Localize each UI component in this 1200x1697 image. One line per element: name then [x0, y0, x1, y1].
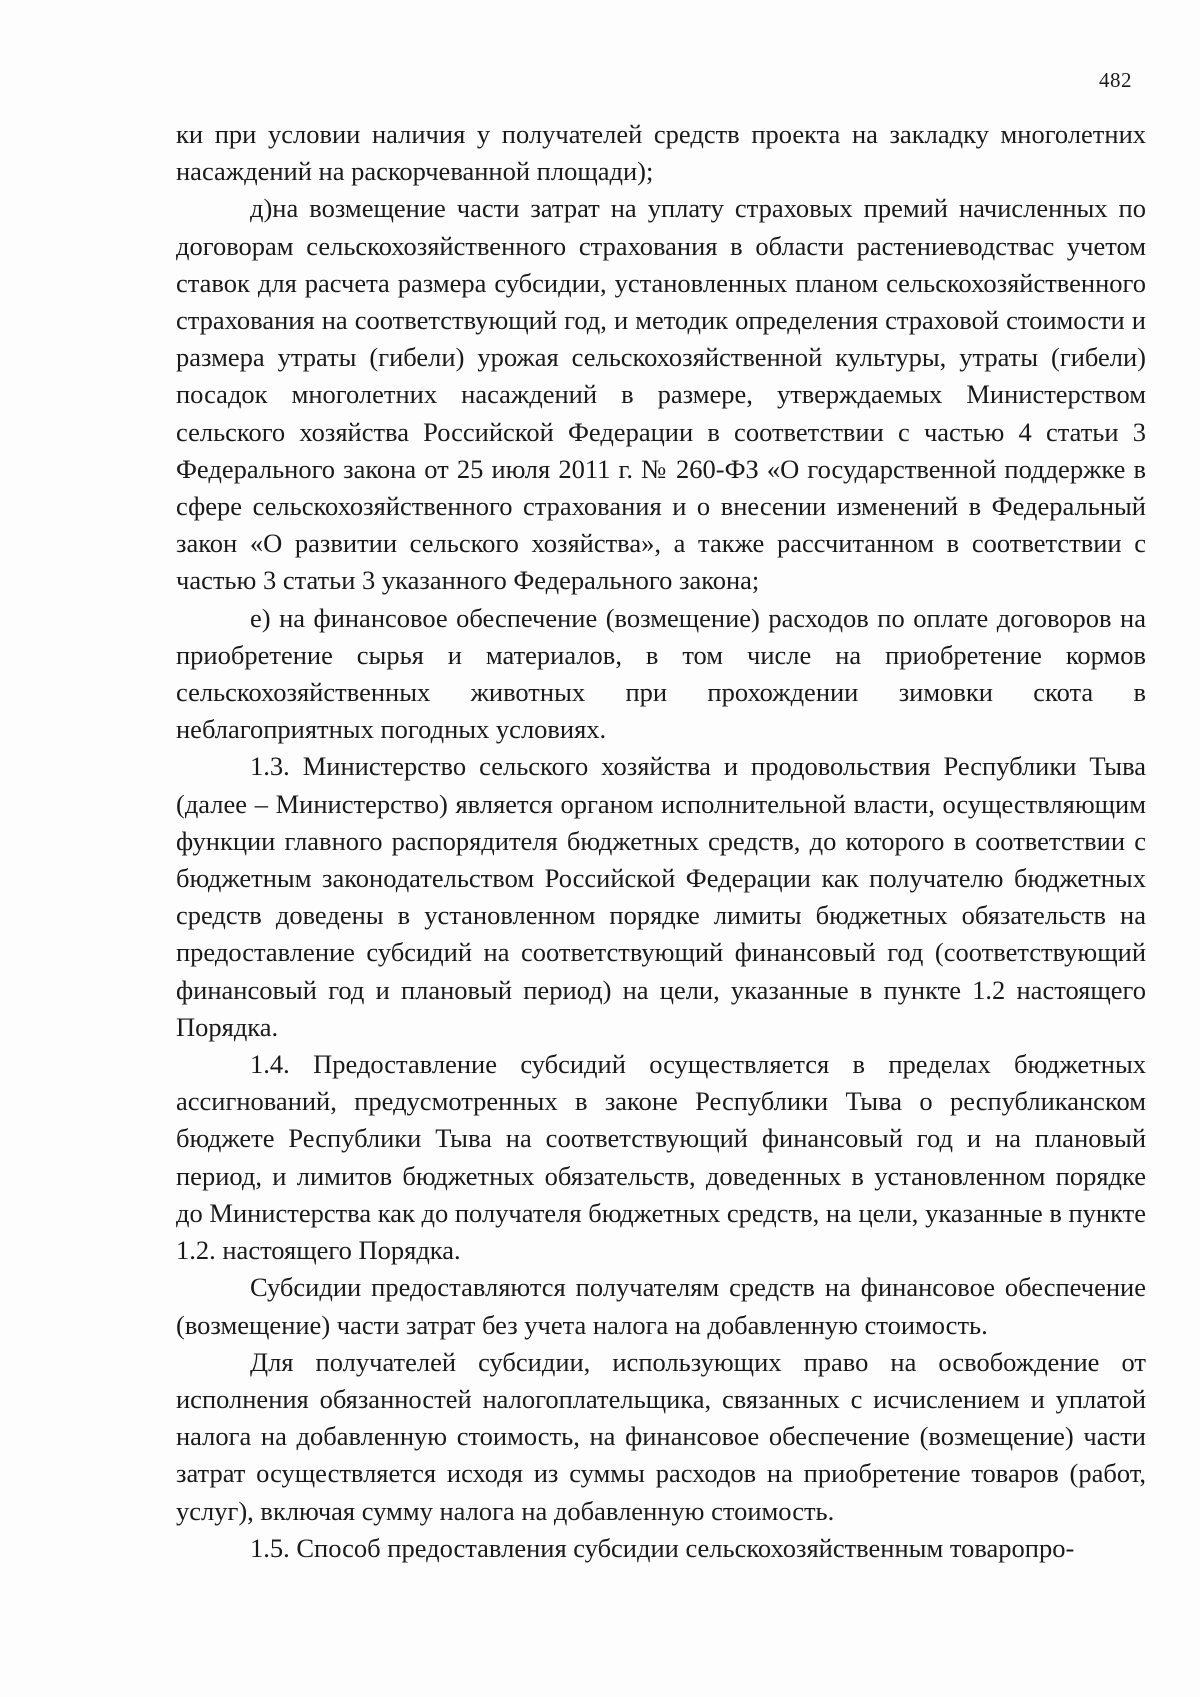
paragraph-vat-exempt: Для получателей субсидии, использующих право на освобождение от исполнения обязанностей налогоплательщика, связанных с исчислением и уплатой налога на добавленную стоимость, на финансовое обеспечение (возмещение) части затрат осуществляется исходя из суммы расходов на приобретение товаров (работ, услуг), включая сумму налога на добавленную стоимость. — [176, 1346, 1146, 1526]
paragraph-continuation: ки при условии наличия у получателей средств проекта на закладку многолетних насаждений на раскорчеванной площади); — [176, 119, 1146, 187]
page-number: 482 — [1099, 68, 1132, 92]
paragraph-item-d: д)на возмещение части затрат на уплату страховых премий начисленных по договорам сельскохозяйственного страхования в области растениеводствас учетом ставок для расчета размера субсидии, установленных планом сельскохозяйственного страхования на соответствующий год, и методик определения страховой стоимости и размера утраты (гибели) урожая сельскохозяйственной культуры, утраты (гибели) посадок многолетних насаждений в размере, утверждаемых Министерством сельского хозяйства Российской Федерации в соответствии с частью 4 статьи 3 Федерального закона от 25 июля 2011 г. № 260-ФЗ «О государственной поддержке в сфере сельскохозяйственного страхования и о внесении изменений в Федеральный закон «О развитии сельского хозяйства», а также рассчитанном в соответствии с частью 3 статьи 3 указанного Федерального закона; — [176, 193, 1146, 596]
document-body — [176, 116, 1146, 1567]
paragraph-1-5: 1.5. Способ предоставления субсидии сельскохозяйственным товаропро- — [250, 1532, 1075, 1563]
paragraph-item-e: е) на финансовое обеспечение (возмещение) расходов по оплате договоров на приобретение сырья и материалов, в том числе на приобретение кормов сельскохозяйственных животных при прохождении зимовки скота в неблагоприятных погодных условиях. — [176, 602, 1146, 745]
paragraph-subsidies: Субсидии предоставляются получателям средств на финансовое обеспечение (возмещение) части затрат без учета налога на добавленную стоимость. — [176, 1272, 1146, 1340]
paragraph-1-3: 1.3. Министерство сельского хозяйства и продовольствия Республики Тыва (далее – Министерство) является органом исполнительной власти, осуществляющим функции главного распорядителя бюджетных средств, до которого в соответствии с бюджетным законодательством Российской Федерации как получателю бюджетных средств доведены в установленном порядке лимиты бюджетных обязательств на предоставление субсидий на соответствующий финансовый год (соответствующий финансовый год и плановый период) на цели, указанные в пункте 1.2 настоящего Порядка. — [176, 751, 1146, 1042]
paragraph-1-4: 1.4. Предоставление субсидий осуществляется в пределах бюджетных ассигнований, предусмотренных в законе Республики Тыва о республиканском бюджете Республики Тыва на соответствующий финансовый год и на плановый период, и лимитов бюджетных обязательств, доведенных в установленном порядке до Министерства как до получателя бюджетных средств, на цели, указанные в пункте 1.2. настоящего Порядка. — [176, 1049, 1146, 1266]
